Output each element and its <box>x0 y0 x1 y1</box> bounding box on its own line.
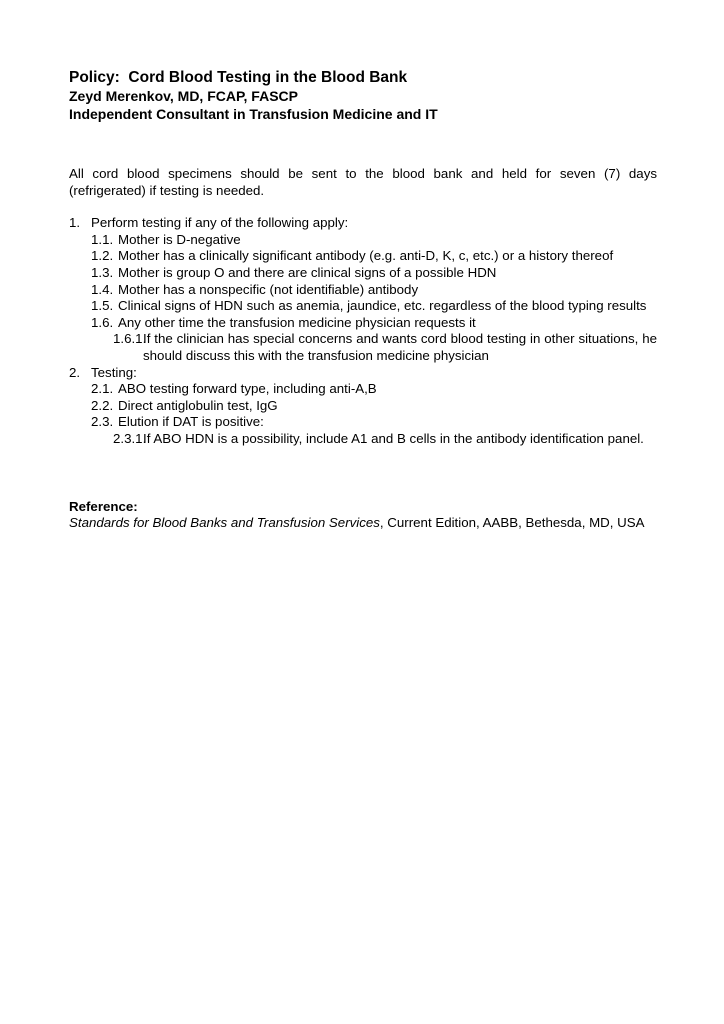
list-item <box>69 232 657 249</box>
reference-heading: Reference: <box>69 498 138 514</box>
list-item <box>69 331 657 364</box>
list-item-text: Mother has a clinically significant antibody (e.g. anti-D, K, c, etc.) or a history thereof <box>118 248 614 264</box>
list-item-number: 2.1. <box>91 381 114 397</box>
list-item-text: Elution if DAT is positive: <box>118 414 264 430</box>
list-item <box>69 381 657 398</box>
list-item-number: 2.3.1. <box>113 430 147 446</box>
list-item-number: 1.1. <box>91 231 114 247</box>
list-item <box>69 365 657 382</box>
intro-paragraph: All cord blood specimens should be sent to the blood bank and held for seven (7) days (refrigerated) if testing is needed. <box>69 166 657 198</box>
list-item-number: 1.4. <box>91 281 114 297</box>
list-item-number: 1.2. <box>91 248 114 264</box>
list-item-text: Mother is group O and there are clinical signs of a possible HDN <box>118 264 497 280</box>
list-item-text: Direct antiglobulin test, IgG <box>118 397 278 413</box>
list-item-text: Any other time the transfusion medicine physician requests it <box>118 314 476 330</box>
policy-title: Policy: Cord Blood Testing in the Blood Bank <box>69 69 408 86</box>
list-item <box>69 265 657 282</box>
list-item-text: Testing: <box>91 364 137 380</box>
author-line: Zeyd Merenkov, MD, FCAP, FASCP <box>69 88 298 104</box>
reference-source-title: Standards for Blood Banks and Transfusion Services <box>69 515 380 531</box>
list-item <box>69 398 657 415</box>
list-item <box>69 414 657 431</box>
list-item <box>69 315 657 332</box>
list-item <box>69 298 657 315</box>
reference-citation <box>69 515 657 532</box>
list-item-text: Perform testing if any of the following apply: <box>91 215 349 231</box>
affiliation-line: Independent Consultant in Transfusion Medicine and IT <box>69 106 438 122</box>
list-item-text: ABO testing forward type, including anti-A,B <box>118 381 377 397</box>
list-item-number: 1.5. <box>91 298 114 314</box>
list-item-number: 2.3. <box>91 414 114 430</box>
reference-source-details: , Current Edition, AABB, Bethesda, MD, USA <box>379 515 645 531</box>
list-item <box>69 248 657 265</box>
policy-list <box>69 215 657 447</box>
list-item-number: 1.3. <box>91 264 114 280</box>
list-item <box>69 215 657 232</box>
list-item-number: 1.6.1. <box>113 331 147 347</box>
list-item-number: 1.6. <box>91 314 114 330</box>
list-item-text: Clinical signs of HDN such as anemia, jaundice, etc. regardless of the blood typing results <box>118 298 647 314</box>
list-item <box>69 431 657 448</box>
list-item-text: Mother has a nonspecific (not identifiable) antibody <box>118 281 419 297</box>
list-item <box>69 282 657 299</box>
list-item-text: If ABO HDN is a possibility, include A1 and B cells in the antibody identification panel. <box>143 430 644 446</box>
list-item-text: If the clinician has special concerns and wants cord blood testing in other situations, he should discuss this with the transfusion medicine physician <box>143 331 657 363</box>
list-item-number: 2. <box>69 364 81 380</box>
list-item-number: 2.2. <box>91 397 114 413</box>
list-item-text: Mother is D-negative <box>118 231 241 247</box>
document-body <box>69 68 657 532</box>
list-item-number: 1. <box>69 215 81 231</box>
